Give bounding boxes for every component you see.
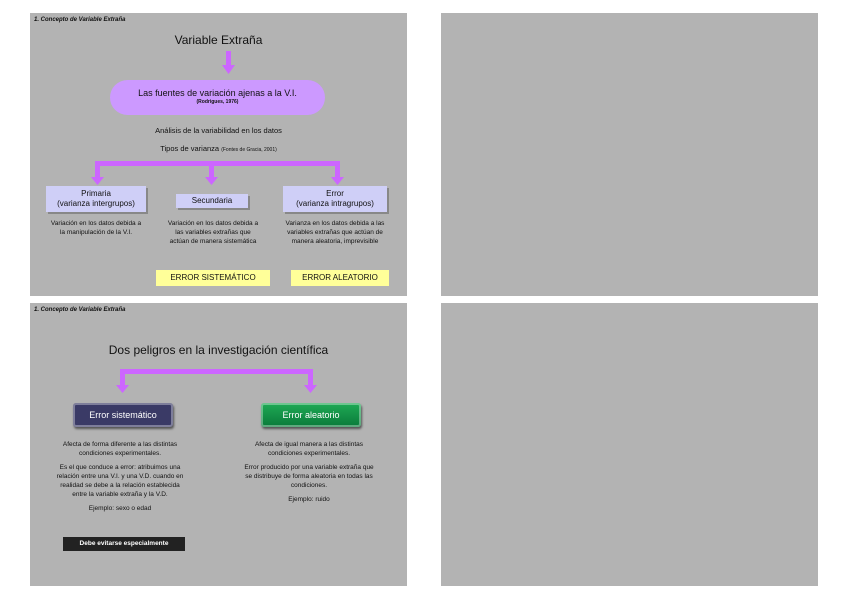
error-sistematico-label: ERROR SISTEMÁTICO bbox=[156, 270, 270, 286]
branch-left bbox=[95, 161, 100, 179]
slide-variable-extrana bbox=[30, 13, 407, 296]
slide-dos-peligros bbox=[30, 303, 407, 586]
box-error-subtitle: (varianza intragrupos) bbox=[296, 199, 374, 208]
box-error-title: Error bbox=[326, 189, 344, 198]
types-citation: (Fontes de Gracia, 2001) bbox=[221, 147, 277, 153]
branch-right bbox=[335, 161, 340, 179]
types-text: Tipos de varianza bbox=[160, 144, 220, 153]
oval-title: Las fuentes de variación ajenas a la V.I. bbox=[138, 88, 297, 98]
arrow-head bbox=[222, 65, 235, 74]
box-error bbox=[283, 186, 387, 212]
right-example: Ejemplo: ruido bbox=[288, 496, 330, 503]
slide-header: 1. Concepto de Variable Extraña bbox=[34, 307, 126, 313]
types-line bbox=[30, 144, 407, 153]
slide-blank-bottom bbox=[441, 303, 818, 586]
branch-mid bbox=[209, 161, 214, 179]
oval-citation: (Rodrigues, 1976) bbox=[196, 99, 239, 105]
error-aleatorio-button: Error aleatorio bbox=[261, 403, 361, 427]
slide-title: Variable Extraña bbox=[174, 33, 263, 47]
sources-oval bbox=[110, 80, 325, 115]
left-example: Ejemplo: sexo o edad bbox=[88, 505, 152, 512]
right-paragraph-1: Afecta de igual manera a las distintas condiciones experimentales. bbox=[254, 441, 364, 457]
left-paragraph-1: Afecta de forma diferente a las distintas condiciones experimentales. bbox=[62, 441, 178, 457]
right-description bbox=[242, 440, 376, 504]
slide-header: 1. Concepto de Variable Extraña bbox=[34, 17, 126, 23]
box-primaria-subtitle: (varianza intergrupos) bbox=[57, 199, 135, 208]
desc-secundaria: Variación en los datos debida a las variables extrañas que actúan de manera sistemática bbox=[167, 220, 259, 245]
box-secundaria-title: Secundaria bbox=[191, 196, 233, 205]
box-primaria-title: Primaria bbox=[81, 189, 111, 198]
arrow-shaft bbox=[226, 51, 231, 67]
right-paragraph-2: Error producido por una variable extraña que se distribuye de forma aleatoria en todas las condiciones. bbox=[244, 464, 374, 489]
analysis-text: Análisis de la variabilidad en los datos bbox=[155, 126, 282, 135]
error-aleatorio-label: ERROR ALEATORIO bbox=[291, 270, 389, 286]
warning-badge: Debe evitarse especialmente bbox=[63, 537, 185, 551]
box-secundaria bbox=[176, 194, 248, 208]
error-sistematico-button: Error sistemático bbox=[73, 403, 173, 427]
slide-title: Dos peligros en la investigación científica bbox=[108, 343, 329, 357]
desc-error: Varianza en los datos debida a las variables extrañas que actúan de manera aleatoria, imprevisible bbox=[285, 220, 385, 245]
box-primaria bbox=[46, 186, 146, 212]
left-description bbox=[55, 440, 185, 513]
slide-blank-top bbox=[441, 13, 818, 296]
desc-primaria: Variación en los datos debida a la manipulación de la V.I. bbox=[50, 220, 142, 236]
connector-arrows bbox=[30, 13, 407, 296]
branch-bar bbox=[95, 161, 340, 166]
left-paragraph-2: Es el que conduce a error: atribuimos una relación entre una V.I. y una V.D. cuando en realidad se debe a la relación establecida entre la variable extraña y la V.D. bbox=[56, 464, 184, 498]
